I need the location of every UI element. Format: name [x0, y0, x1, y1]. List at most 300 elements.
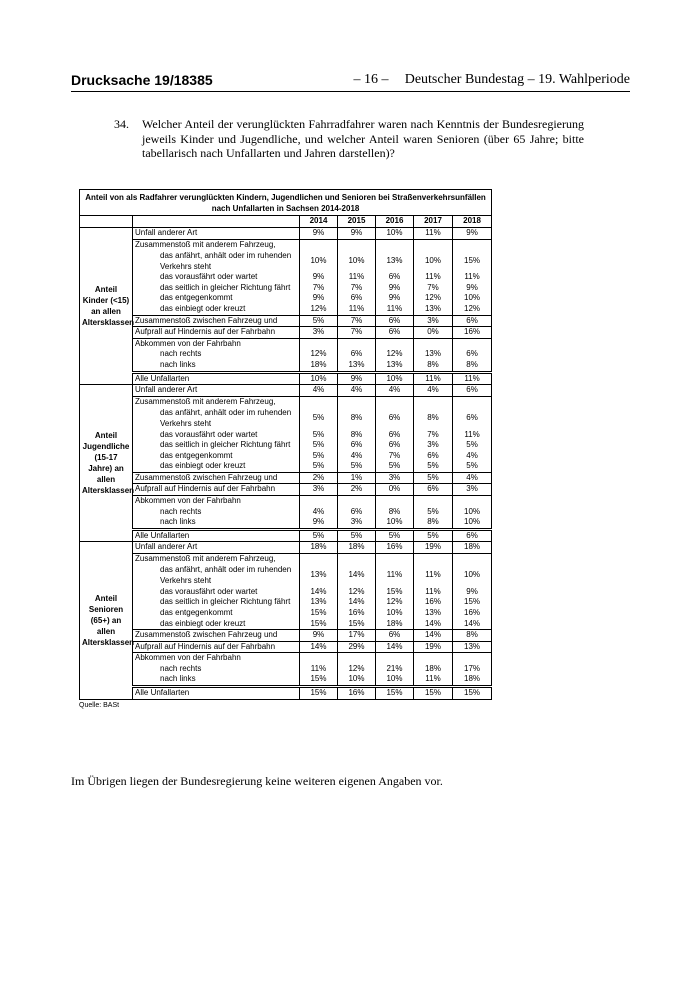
value-cell: 6%: [453, 529, 492, 542]
table-row: [80, 304, 492, 315]
value-cell: 15%: [453, 250, 492, 272]
row-label: Unfall anderer Art: [133, 542, 300, 554]
row-label: das vorausfährt oder wartet: [133, 430, 300, 441]
value-cell: 13%: [376, 360, 414, 372]
value-cell: 4%: [453, 451, 492, 462]
empty-value-cell: [414, 496, 453, 507]
table-source: Quelle: BASt: [79, 701, 120, 709]
year-header-2016: 2016: [376, 216, 414, 228]
value-cell: 5%: [338, 461, 376, 472]
value-cell: 6%: [453, 385, 492, 397]
header-empty-cell: [80, 216, 133, 228]
row-label: nach links: [133, 674, 300, 686]
empty-value-cell: [376, 338, 414, 349]
value-cell: 11%: [414, 674, 453, 686]
accident-share-table: [79, 189, 492, 700]
value-cell: 10%: [453, 565, 492, 587]
value-cell: 6%: [338, 293, 376, 304]
value-cell: 10%: [300, 250, 338, 272]
value-cell: 15%: [300, 608, 338, 619]
row-label: Abkommen von der Fahrbahn: [133, 338, 300, 349]
value-cell: 6%: [376, 407, 414, 429]
table-row: [80, 250, 492, 262]
value-cell: 13%: [338, 360, 376, 372]
value-cell: 9%: [338, 372, 376, 385]
table-row: [80, 529, 492, 542]
table-row: [80, 587, 492, 598]
empty-value-cell: [300, 239, 338, 250]
value-cell: 13%: [453, 641, 492, 653]
table-row: [80, 619, 492, 630]
value-cell: 16%: [453, 608, 492, 619]
value-cell: 11%: [414, 228, 453, 240]
value-cell: 7%: [300, 283, 338, 294]
row-label: Zusammenstoß zwischen Fahrzeug und: [133, 315, 300, 327]
value-cell: 6%: [376, 630, 414, 642]
group-label: Anteil Jugendliche (15-17 Jahre) an allen Altersklassen: [80, 385, 133, 542]
value-cell: 6%: [376, 272, 414, 283]
value-cell: 14%: [338, 597, 376, 608]
value-cell: 9%: [300, 517, 338, 529]
table-row: [80, 653, 492, 664]
table-row: [80, 496, 492, 507]
table-row: [80, 554, 492, 565]
value-cell: 15%: [300, 619, 338, 630]
value-cell: 17%: [338, 630, 376, 642]
value-cell: 13%: [300, 597, 338, 608]
value-cell: 14%: [453, 619, 492, 630]
table-row: [80, 283, 492, 294]
table-row: [80, 372, 492, 385]
value-cell: 11%: [376, 565, 414, 587]
value-cell: 8%: [414, 517, 453, 529]
table-title-row: [80, 190, 492, 216]
value-cell: 9%: [453, 228, 492, 240]
row-label: Zusammenstoß zwischen Fahrzeug und: [133, 630, 300, 642]
value-cell: 16%: [414, 597, 453, 608]
value-cell: 8%: [453, 630, 492, 642]
table-container: [79, 189, 491, 709]
table-row: [80, 349, 492, 360]
row-label: Unfall anderer Art: [133, 385, 300, 397]
row-label: Zusammenstoß mit anderem Fahrzeug,: [133, 396, 300, 407]
value-cell: 15%: [338, 619, 376, 630]
value-cell: 10%: [414, 250, 453, 272]
table-row: [80, 407, 492, 419]
question-text: Welcher Anteil der verunglückten Fahrradfahrer waren nach Kenntnis der Bundesregierung jeweils Kinder und Jugendliche, und welcher Anteil waren Senioren (über 65 Jahre; bitte tabellarisch nach Unfallarten und Jahren darstellen)?: [142, 117, 584, 160]
row-label: nach links: [133, 517, 300, 529]
value-cell: 10%: [453, 507, 492, 518]
table-row: [80, 385, 492, 397]
value-cell: 8%: [414, 407, 453, 429]
value-cell: 15%: [376, 687, 414, 700]
row-label: das einbiegt oder kreuzt: [133, 619, 300, 630]
value-cell: 10%: [300, 372, 338, 385]
row-label: das vorausfährt oder wartet: [133, 587, 300, 598]
row-label: das seitlich in gleicher Richtung fährt: [133, 283, 300, 294]
value-cell: 14%: [414, 619, 453, 630]
value-cell: 6%: [414, 451, 453, 462]
value-cell: 19%: [414, 641, 453, 653]
row-label: Zusammenstoß mit anderem Fahrzeug,: [133, 239, 300, 250]
table-row: [80, 461, 492, 472]
parliament-label: Deutscher Bundestag – 19. Wahlperiode: [404, 72, 630, 87]
row-label: nach rechts: [133, 664, 300, 675]
value-cell: 16%: [376, 542, 414, 554]
empty-value-cell: [338, 653, 376, 664]
value-cell: 11%: [453, 430, 492, 441]
value-cell: 4%: [300, 507, 338, 518]
empty-value-cell: [376, 496, 414, 507]
table-row: [80, 360, 492, 372]
value-cell: 15%: [300, 674, 338, 686]
table-body: [80, 190, 492, 700]
value-cell: 3%: [300, 327, 338, 339]
table-row: [80, 664, 492, 675]
value-cell: 0%: [414, 327, 453, 339]
value-cell: 14%: [376, 641, 414, 653]
value-cell: 12%: [300, 349, 338, 360]
value-cell: 7%: [414, 430, 453, 441]
value-cell: 12%: [453, 304, 492, 315]
empty-value-cell: [338, 496, 376, 507]
value-cell: 15%: [414, 687, 453, 700]
row-label: das anfährt, anhält oder im ruhenden: [133, 565, 300, 577]
value-cell: 12%: [376, 349, 414, 360]
value-cell: 17%: [453, 664, 492, 675]
row-label: das vorausfährt oder wartet: [133, 272, 300, 283]
table-row: [80, 517, 492, 529]
value-cell: 4%: [376, 385, 414, 397]
empty-value-cell: [338, 338, 376, 349]
group-label: Anteil Kinder (<15) an allen Altersklassen: [80, 228, 133, 385]
value-cell: 13%: [376, 250, 414, 272]
value-cell: 5%: [338, 529, 376, 542]
empty-value-cell: [376, 396, 414, 407]
question-number: 34.: [114, 117, 129, 131]
document-number-value: 18385: [173, 72, 213, 88]
year-header-row: [80, 216, 492, 228]
row-label: Verkehrs steht: [133, 262, 300, 273]
value-cell: 12%: [338, 587, 376, 598]
value-cell: 11%: [300, 664, 338, 675]
value-cell: 8%: [414, 360, 453, 372]
empty-value-cell: [338, 396, 376, 407]
value-cell: 6%: [376, 327, 414, 339]
value-cell: 10%: [376, 372, 414, 385]
value-cell: 9%: [300, 293, 338, 304]
row-label: Zusammenstoß mit anderem Fahrzeug,: [133, 554, 300, 565]
value-cell: 5%: [300, 529, 338, 542]
empty-value-cell: [300, 653, 338, 664]
document-number: [71, 71, 213, 89]
table-row: [80, 542, 492, 554]
empty-value-cell: [300, 554, 338, 565]
value-cell: 7%: [338, 315, 376, 327]
row-label: Alle Unfallarten: [133, 372, 300, 385]
value-cell: 5%: [300, 315, 338, 327]
value-cell: 8%: [338, 407, 376, 429]
empty-value-cell: [414, 554, 453, 565]
value-cell: 5%: [414, 472, 453, 484]
value-cell: 13%: [414, 304, 453, 315]
year-header-2017: 2017: [414, 216, 453, 228]
table-row: [80, 327, 492, 339]
value-cell: 16%: [338, 687, 376, 700]
empty-value-cell: [300, 496, 338, 507]
empty-value-cell: [414, 338, 453, 349]
row-label: Aufprall auf Hindernis auf der Fahrbahn: [133, 327, 300, 339]
value-cell: 18%: [453, 542, 492, 554]
row-label: Zusammenstoß zwischen Fahrzeug und: [133, 472, 300, 484]
value-cell: 5%: [300, 430, 338, 441]
value-cell: 7%: [338, 327, 376, 339]
value-cell: 6%: [376, 430, 414, 441]
value-cell: 3%: [338, 517, 376, 529]
value-cell: 29%: [338, 641, 376, 653]
empty-value-cell: [453, 239, 492, 250]
value-cell: 11%: [453, 372, 492, 385]
table-row: [80, 472, 492, 484]
value-cell: 12%: [376, 597, 414, 608]
value-cell: 4%: [338, 385, 376, 397]
value-cell: 15%: [453, 597, 492, 608]
table-row: [80, 272, 492, 283]
value-cell: 2%: [338, 484, 376, 496]
value-cell: 10%: [453, 517, 492, 529]
empty-value-cell: [376, 239, 414, 250]
value-cell: 16%: [338, 608, 376, 619]
row-label: das entgegenkommt: [133, 451, 300, 462]
value-cell: 9%: [300, 228, 338, 240]
value-cell: 6%: [338, 349, 376, 360]
value-cell: 15%: [453, 687, 492, 700]
value-cell: 16%: [453, 327, 492, 339]
table-title: Anteil von als Radfahrer verunglückten Kindern, Jugendlichen und Senioren bei Straßenverkehrsunfällen nach Unfallarten in Sachsen 2014-2018: [80, 190, 492, 216]
value-cell: 18%: [338, 542, 376, 554]
value-cell: 5%: [414, 529, 453, 542]
value-cell: 3%: [453, 484, 492, 496]
value-cell: 18%: [414, 664, 453, 675]
value-cell: 5%: [300, 461, 338, 472]
row-label: das entgegenkommt: [133, 608, 300, 619]
value-cell: 11%: [338, 272, 376, 283]
value-cell: 9%: [453, 587, 492, 598]
empty-value-cell: [376, 554, 414, 565]
row-label: Verkehrs steht: [133, 419, 300, 430]
value-cell: 15%: [300, 687, 338, 700]
value-cell: 10%: [376, 674, 414, 686]
empty-value-cell: [453, 396, 492, 407]
value-cell: 6%: [376, 315, 414, 327]
value-cell: 6%: [453, 407, 492, 429]
table-row: [80, 451, 492, 462]
row-label: Abkommen von der Fahrbahn: [133, 496, 300, 507]
value-cell: 4%: [453, 472, 492, 484]
value-cell: 9%: [338, 228, 376, 240]
row-label: das seitlich in gleicher Richtung fährt: [133, 597, 300, 608]
value-cell: 11%: [414, 587, 453, 598]
value-cell: 10%: [338, 674, 376, 686]
row-label: Aufprall auf Hindernis auf der Fahrbahn: [133, 484, 300, 496]
value-cell: 10%: [376, 228, 414, 240]
value-cell: 11%: [376, 304, 414, 315]
value-cell: 11%: [414, 565, 453, 587]
table-row: [80, 687, 492, 700]
value-cell: 0%: [376, 484, 414, 496]
value-cell: 5%: [453, 461, 492, 472]
value-cell: 8%: [338, 430, 376, 441]
value-cell: 13%: [300, 565, 338, 587]
page-header: [71, 71, 630, 92]
empty-value-cell: [453, 554, 492, 565]
value-cell: 4%: [300, 385, 338, 397]
row-label: Unfall anderer Art: [133, 228, 300, 240]
row-label: Alle Unfallarten: [133, 687, 300, 700]
row-label: Alle Unfallarten: [133, 529, 300, 542]
row-label: das einbiegt oder kreuzt: [133, 461, 300, 472]
value-cell: 12%: [300, 304, 338, 315]
value-cell: 9%: [300, 272, 338, 283]
row-label: nach rechts: [133, 349, 300, 360]
value-cell: 14%: [414, 630, 453, 642]
value-cell: 18%: [376, 619, 414, 630]
value-cell: 5%: [453, 440, 492, 451]
table-row: [80, 507, 492, 518]
value-cell: 14%: [338, 565, 376, 587]
year-header-2018: 2018: [453, 216, 492, 228]
empty-value-cell: [300, 338, 338, 349]
value-cell: 9%: [376, 293, 414, 304]
value-cell: 14%: [300, 587, 338, 598]
table-row: [80, 565, 492, 577]
value-cell: 11%: [338, 304, 376, 315]
value-cell: 11%: [414, 372, 453, 385]
value-cell: 7%: [338, 283, 376, 294]
value-cell: 8%: [376, 507, 414, 518]
value-cell: 9%: [300, 630, 338, 642]
value-cell: 5%: [376, 529, 414, 542]
value-cell: 5%: [300, 451, 338, 462]
value-cell: 3%: [414, 440, 453, 451]
value-cell: 9%: [376, 283, 414, 294]
header-empty-cell: [133, 216, 300, 228]
empty-value-cell: [414, 653, 453, 664]
value-cell: 7%: [376, 451, 414, 462]
empty-value-cell: [376, 653, 414, 664]
row-label: das seitlich in gleicher Richtung fährt: [133, 440, 300, 451]
value-cell: 9%: [453, 283, 492, 294]
row-label: nach rechts: [133, 507, 300, 518]
value-cell: 3%: [414, 315, 453, 327]
row-label: Aufprall auf Hindernis auf der Fahrbahn: [133, 641, 300, 653]
table-row: [80, 430, 492, 441]
table-row: [80, 228, 492, 240]
closing-statement: Im Übrigen liegen der Bundesregierung keine weiteren eigenen Angaben vor.: [71, 774, 443, 788]
table-row: [80, 630, 492, 642]
value-cell: 2%: [300, 472, 338, 484]
value-cell: 15%: [376, 587, 414, 598]
table-row: [80, 641, 492, 653]
group-label: Anteil Senioren (65+) an allen Altersklassen: [80, 542, 133, 699]
value-cell: 13%: [414, 608, 453, 619]
empty-value-cell: [414, 396, 453, 407]
table-row: [80, 597, 492, 608]
value-cell: 6%: [453, 349, 492, 360]
table-row: [80, 396, 492, 407]
value-cell: 3%: [376, 472, 414, 484]
value-cell: 13%: [414, 349, 453, 360]
value-cell: 4%: [414, 385, 453, 397]
value-cell: 18%: [300, 360, 338, 372]
value-cell: 5%: [414, 507, 453, 518]
value-cell: 6%: [376, 440, 414, 451]
empty-value-cell: [453, 496, 492, 507]
year-header-2015: 2015: [338, 216, 376, 228]
table-row: [80, 674, 492, 686]
empty-value-cell: [453, 338, 492, 349]
value-cell: 5%: [414, 461, 453, 472]
row-label: das entgegenkommt: [133, 293, 300, 304]
value-cell: 10%: [453, 293, 492, 304]
value-cell: 12%: [414, 293, 453, 304]
value-cell: 8%: [453, 360, 492, 372]
value-cell: 10%: [338, 250, 376, 272]
value-cell: 6%: [338, 440, 376, 451]
table-row: [80, 440, 492, 451]
empty-value-cell: [338, 239, 376, 250]
document-number-prefix: Drucksache 19/: [71, 72, 174, 88]
year-header-2014: 2014: [300, 216, 338, 228]
value-cell: 4%: [338, 451, 376, 462]
table-row: [80, 239, 492, 250]
page-number: – 16 –: [353, 72, 389, 87]
value-cell: 10%: [376, 608, 414, 619]
table-row: [80, 484, 492, 496]
row-label: das anfährt, anhält oder im ruhenden: [133, 250, 300, 262]
value-cell: 6%: [453, 315, 492, 327]
empty-value-cell: [300, 396, 338, 407]
value-cell: 6%: [338, 507, 376, 518]
table-row: [80, 293, 492, 304]
row-label: nach links: [133, 360, 300, 372]
value-cell: 5%: [376, 461, 414, 472]
value-cell: 7%: [414, 283, 453, 294]
value-cell: 21%: [376, 664, 414, 675]
value-cell: 12%: [338, 664, 376, 675]
empty-value-cell: [414, 239, 453, 250]
value-cell: 18%: [300, 542, 338, 554]
empty-value-cell: [338, 554, 376, 565]
table-row: [80, 338, 492, 349]
row-label: Abkommen von der Fahrbahn: [133, 653, 300, 664]
value-cell: 10%: [376, 517, 414, 529]
value-cell: 19%: [414, 542, 453, 554]
value-cell: 14%: [300, 641, 338, 653]
value-cell: 3%: [300, 484, 338, 496]
value-cell: 1%: [338, 472, 376, 484]
value-cell: 5%: [300, 407, 338, 429]
row-label: das einbiegt oder kreuzt: [133, 304, 300, 315]
empty-value-cell: [453, 653, 492, 664]
value-cell: 18%: [453, 674, 492, 686]
row-label: das anfährt, anhält oder im ruhenden: [133, 407, 300, 419]
value-cell: 6%: [414, 484, 453, 496]
value-cell: 5%: [300, 440, 338, 451]
row-label: Verkehrs steht: [133, 576, 300, 587]
value-cell: 11%: [414, 272, 453, 283]
table-row: [80, 608, 492, 619]
